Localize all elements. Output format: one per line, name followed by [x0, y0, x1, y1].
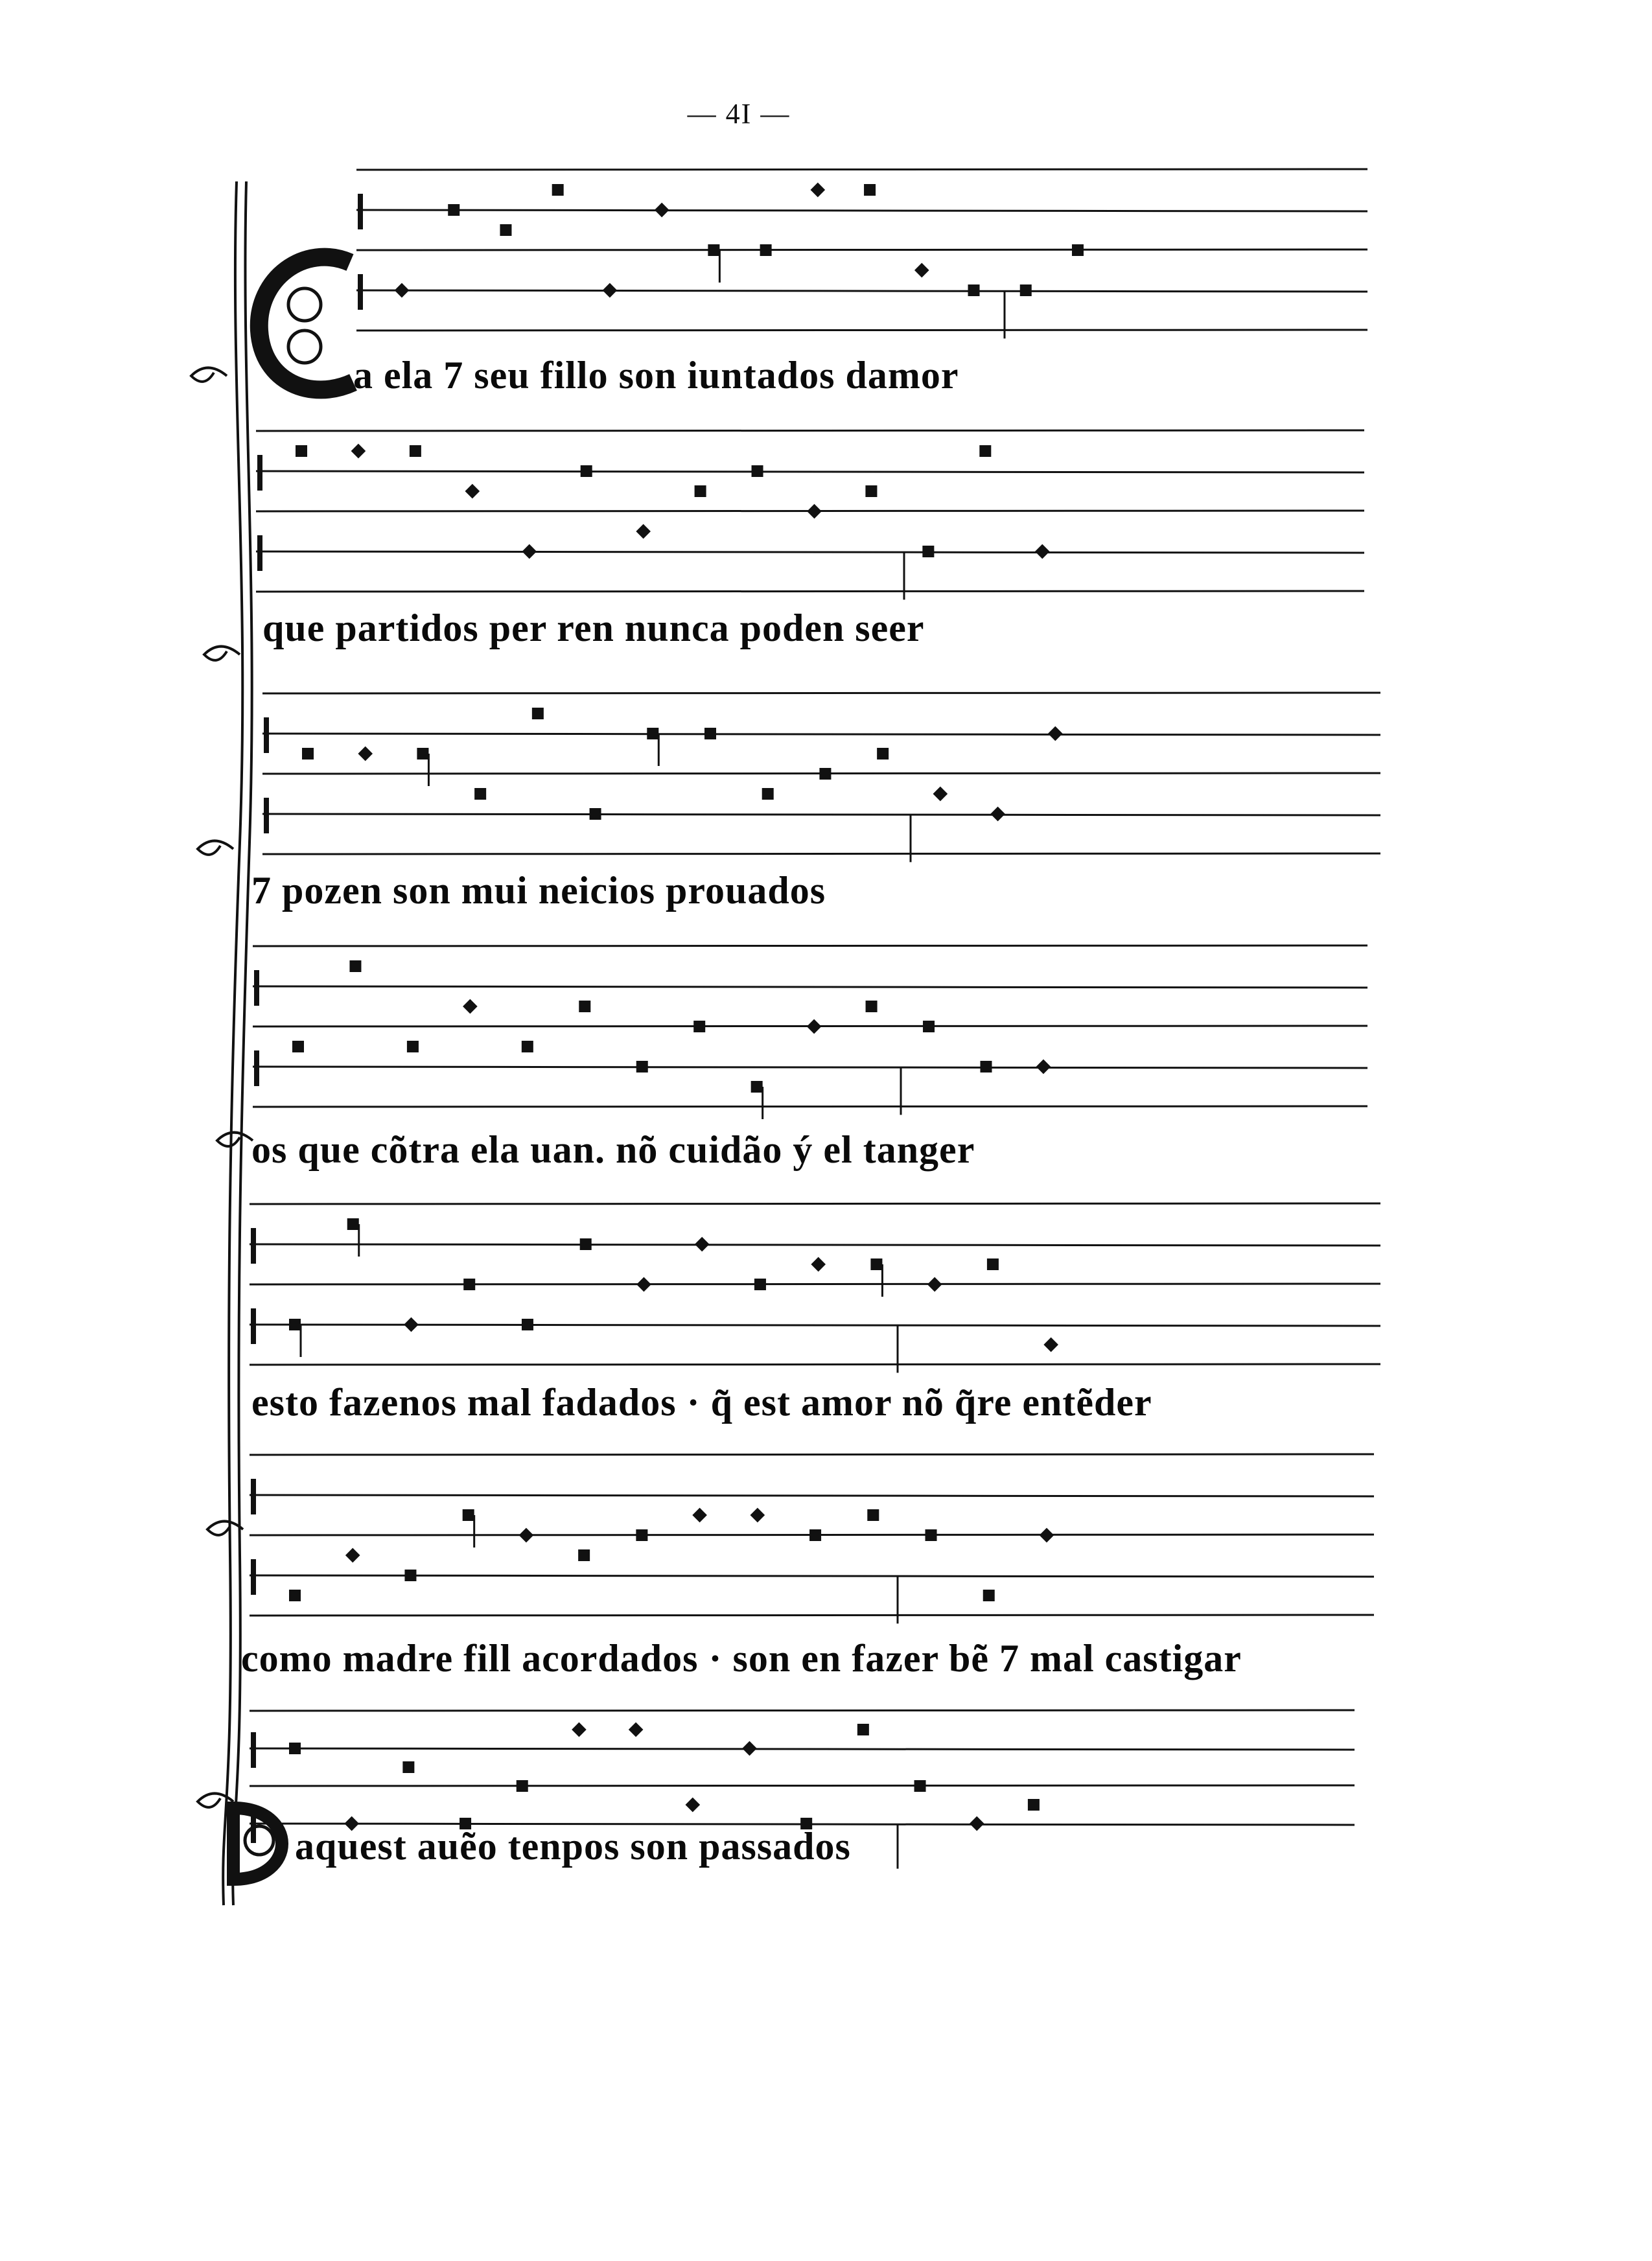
note	[695, 485, 706, 497]
staff-1	[356, 169, 1367, 338]
note	[914, 263, 929, 278]
note	[296, 445, 307, 457]
note	[979, 445, 991, 457]
illuminated-initial-d	[233, 1808, 282, 1879]
note	[693, 1021, 705, 1032]
note	[417, 748, 428, 786]
staff-2	[256, 430, 1364, 599]
lyric-line-6: como madre fill acordados · son en fazer bẽ 7 mal castigar	[241, 1637, 1242, 1680]
note	[1035, 544, 1050, 559]
note	[636, 524, 651, 539]
note	[522, 544, 537, 559]
note	[811, 183, 826, 198]
note	[987, 1258, 999, 1270]
staff-4	[253, 945, 1367, 1115]
note	[500, 224, 511, 236]
note	[629, 1722, 644, 1737]
note	[983, 1590, 995, 1601]
note	[395, 283, 410, 298]
note	[289, 1590, 301, 1601]
note	[345, 1548, 360, 1563]
note	[292, 1041, 304, 1052]
note	[1028, 1799, 1040, 1811]
note	[809, 1529, 821, 1541]
lyric-line-5: esto fazenos mal fadados · q̃ est amor nõ q̃re entẽder	[251, 1381, 1152, 1424]
note	[925, 1529, 937, 1541]
note	[914, 1780, 926, 1792]
note	[522, 1319, 533, 1330]
note	[751, 1081, 763, 1119]
note	[1040, 1528, 1054, 1543]
note	[590, 808, 601, 820]
staff-5	[250, 1203, 1380, 1373]
note	[692, 1508, 707, 1523]
note	[358, 747, 373, 761]
note	[655, 203, 669, 218]
note	[404, 1317, 419, 1332]
note	[578, 1549, 590, 1561]
note	[407, 1041, 419, 1052]
illuminated-initial-c	[259, 257, 353, 390]
note	[695, 1237, 710, 1252]
note	[347, 1218, 359, 1257]
note	[811, 1257, 826, 1272]
note	[465, 484, 480, 499]
note	[704, 728, 716, 739]
note	[1036, 1060, 1051, 1074]
note	[923, 1021, 935, 1032]
note	[857, 1724, 869, 1735]
note	[522, 1041, 533, 1052]
note	[636, 1277, 651, 1292]
note	[532, 708, 544, 719]
note	[933, 787, 948, 802]
note	[636, 1529, 647, 1541]
lyric-line-4: os que cõtra ela uan. nõ cuidão ý el tanger	[251, 1128, 975, 1171]
note	[870, 1258, 882, 1297]
note	[865, 485, 877, 497]
page-number: — 4I —	[687, 98, 791, 130]
note	[807, 504, 822, 519]
note	[552, 184, 564, 196]
note	[289, 1743, 301, 1754]
note	[572, 1722, 587, 1737]
note	[647, 728, 658, 766]
note	[685, 1798, 700, 1813]
note	[410, 445, 421, 457]
note	[349, 960, 361, 972]
note	[1020, 284, 1032, 296]
note	[603, 283, 618, 298]
note	[922, 546, 934, 557]
note	[877, 748, 889, 759]
note	[970, 1816, 984, 1831]
note	[742, 1741, 757, 1756]
note	[760, 244, 772, 256]
note	[448, 204, 460, 216]
note	[579, 1001, 590, 1012]
note	[867, 1509, 879, 1521]
note	[754, 1279, 766, 1290]
note	[752, 465, 763, 477]
note	[750, 1508, 765, 1523]
note	[1072, 244, 1084, 256]
note	[864, 184, 876, 196]
note	[927, 1277, 942, 1292]
note	[302, 748, 314, 759]
note	[517, 1780, 528, 1792]
note	[463, 999, 478, 1014]
note	[463, 1509, 474, 1548]
note	[474, 788, 486, 800]
note	[580, 1238, 592, 1250]
lyric-line-2: que partidos per ren nunca poden seer	[262, 607, 925, 649]
note	[762, 788, 774, 800]
note	[1048, 726, 1063, 741]
lyric-line-3: 7 pozen son mui neicios prouados	[251, 869, 826, 912]
lyric-line-1: a ela 7 seu fillo son iuntados damor	[353, 354, 959, 397]
note	[708, 244, 719, 283]
note	[1043, 1338, 1058, 1352]
note	[807, 1019, 822, 1034]
note	[351, 444, 366, 459]
note	[289, 1319, 301, 1357]
note	[990, 807, 1005, 822]
lyric-line-7: aquest auẽo tenpos son passados	[295, 1825, 851, 1868]
note	[404, 1570, 416, 1581]
note	[819, 768, 831, 780]
note	[402, 1761, 414, 1773]
note	[519, 1528, 534, 1543]
note	[968, 284, 980, 296]
note	[866, 1001, 878, 1012]
note	[581, 465, 592, 477]
note	[980, 1061, 992, 1073]
note	[636, 1061, 648, 1073]
note	[463, 1279, 475, 1290]
